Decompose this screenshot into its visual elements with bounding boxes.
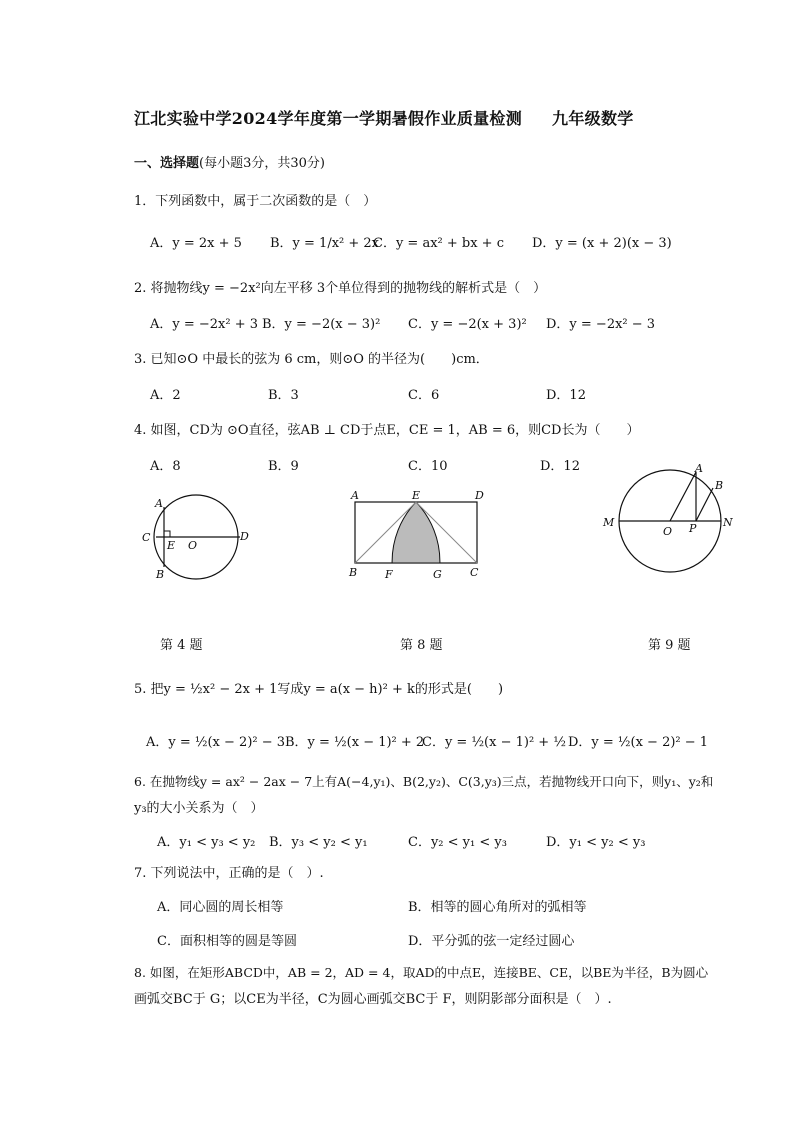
fig4-label-o: O bbox=[188, 539, 198, 552]
q2-option-c: C．y = −2(x + 3)² bbox=[408, 317, 527, 332]
fig8-label-a: A bbox=[351, 489, 359, 502]
fig4-label-b: B bbox=[156, 568, 165, 581]
fig4-label-c: C bbox=[142, 531, 151, 544]
question-8-cont: 画弧交BC于 G；以CE为半径，C为圆心画弧交BC于 F，则阴影部分面积是（ ）. bbox=[134, 992, 612, 1007]
q6-option-c: C．y₂ < y₁ < y₃ bbox=[408, 835, 507, 850]
q6-option-d: D．y₁ < y₂ < y₃ bbox=[546, 835, 646, 850]
q4-option-a: A．8 bbox=[150, 459, 181, 474]
grade-subject: 九年级数学 bbox=[552, 109, 634, 128]
page-title bbox=[134, 106, 634, 129]
fig9-label-m: M bbox=[603, 516, 615, 529]
fig8-label-g: G bbox=[433, 568, 442, 581]
fig8-label-f: F bbox=[385, 568, 393, 581]
q2-option-d: D．y = −2x² − 3 bbox=[546, 317, 656, 332]
fig9-label-n: N bbox=[723, 516, 733, 529]
figure-4-caption: 第 4 题 bbox=[160, 638, 203, 653]
question-3: 3. 已知⊙O 中最长的弦为 6 cm，则⊙O 的半径为( )cm． bbox=[134, 352, 489, 367]
fig9-label-p: P bbox=[689, 522, 697, 535]
figure-9-caption: 第 9 题 bbox=[648, 638, 691, 653]
q4-option-d: D．12 bbox=[540, 459, 580, 474]
section-title: 一、选择题 bbox=[134, 156, 200, 171]
section-note: (每小题3分，共30分) bbox=[199, 156, 325, 171]
q5-option-c: C．y = ½(x − 1)² + ½ bbox=[422, 735, 566, 750]
question-6: 6. 在抛物线y = ax² − 2ax − 7上有A(−4,y₁)、B(2,y₂)、C(3,y₃)三点，若抛物线开口向下，则y₁、y₂和 bbox=[134, 774, 714, 789]
q7-option-a: A．同心圆的周长相等 bbox=[157, 900, 284, 915]
fig8-label-d: D bbox=[475, 489, 484, 502]
fig9-label-o: O bbox=[663, 525, 673, 538]
q1-option-d: D．y = (x + 2)(x − 3) bbox=[532, 236, 672, 251]
fig4-label-a: A bbox=[155, 497, 163, 510]
question-7: 7. 下列说法中，正确的是（ ）. bbox=[134, 866, 324, 881]
fig8-label-e: E bbox=[412, 489, 421, 502]
q4-option-c: C．10 bbox=[408, 459, 448, 474]
q4-option-b: B．9 bbox=[268, 459, 299, 474]
fig4-label-d: D bbox=[240, 530, 249, 543]
fig4-label-e: E bbox=[167, 539, 176, 552]
q1-option-a: A．y = 2x + 5 bbox=[150, 236, 242, 251]
q7-option-c: C．面积相等的圆是等圆 bbox=[157, 934, 297, 949]
q5-option-d: D．y = ½(x − 2)² − 1 bbox=[568, 735, 709, 750]
figure-9 bbox=[600, 460, 750, 560]
q3-option-d: D．12 bbox=[546, 388, 586, 403]
q1-option-b: B．y = 1/x² + 2x bbox=[270, 236, 380, 251]
q5-option-b: B．y = ½(x − 1)² + 2 bbox=[285, 735, 425, 750]
q2-option-b: B．y = −2(x − 3)² bbox=[262, 317, 381, 332]
q7-option-b: B．相等的圆心角所对的弧相等 bbox=[408, 900, 587, 915]
figure-4 bbox=[140, 490, 260, 590]
q7-option-d: D．平分弧的弦一定经过圆心 bbox=[408, 934, 575, 949]
question-1: 1．下列函数中，属于二次函数的是（ ） bbox=[134, 194, 377, 209]
question-6-cont: y₃的大小关系为（ ） bbox=[134, 801, 264, 816]
question-4: 4. 如图，CD为 ⊙O直径，弦AB ⊥ CD于点E，CE = 1，AB = 6，则CD长为（ ） bbox=[134, 423, 640, 438]
q3-option-a: A．2 bbox=[150, 388, 181, 403]
q6-option-b: B．y₃ < y₂ < y₁ bbox=[269, 835, 368, 850]
q3-option-b: B．3 bbox=[268, 388, 299, 403]
section-heading bbox=[134, 152, 325, 171]
question-2: 2. 将抛物线y = −2x²向左平移 3个单位得到的抛物线的解析式是（ ） bbox=[134, 281, 547, 296]
question-8: 8. 如图，在矩形ABCD中，AB = 2，AD = 4，取AD的中点E，连接BE、CE，以BE为半径，B为圆心 bbox=[134, 965, 709, 980]
q6-option-a: A．y₁ < y₃ < y₂ bbox=[157, 835, 256, 850]
figure-8-caption: 第 8 题 bbox=[400, 638, 443, 653]
q5-option-a: A．y = ½(x − 2)² − 3 bbox=[146, 735, 286, 750]
fig9-label-a: A bbox=[695, 462, 703, 475]
question-5: 5. 把y = ½x² − 2x + 1写成y = a(x − h)² + k的形式是( ) bbox=[134, 682, 504, 697]
q3-option-c: C．6 bbox=[408, 388, 440, 403]
figure-8 bbox=[340, 487, 500, 582]
fig9-label-b: B bbox=[715, 479, 724, 492]
fig8-label-c: C bbox=[470, 566, 479, 579]
q2-option-a: A．y = −2x² + 3 bbox=[150, 317, 259, 332]
exam-title: 江北实验中学2024学年度第一学期暑假作业质量检测 bbox=[134, 109, 523, 128]
q1-option-c: C．y = ax² + bx + c bbox=[373, 236, 504, 251]
fig8-label-b: B bbox=[349, 566, 358, 579]
